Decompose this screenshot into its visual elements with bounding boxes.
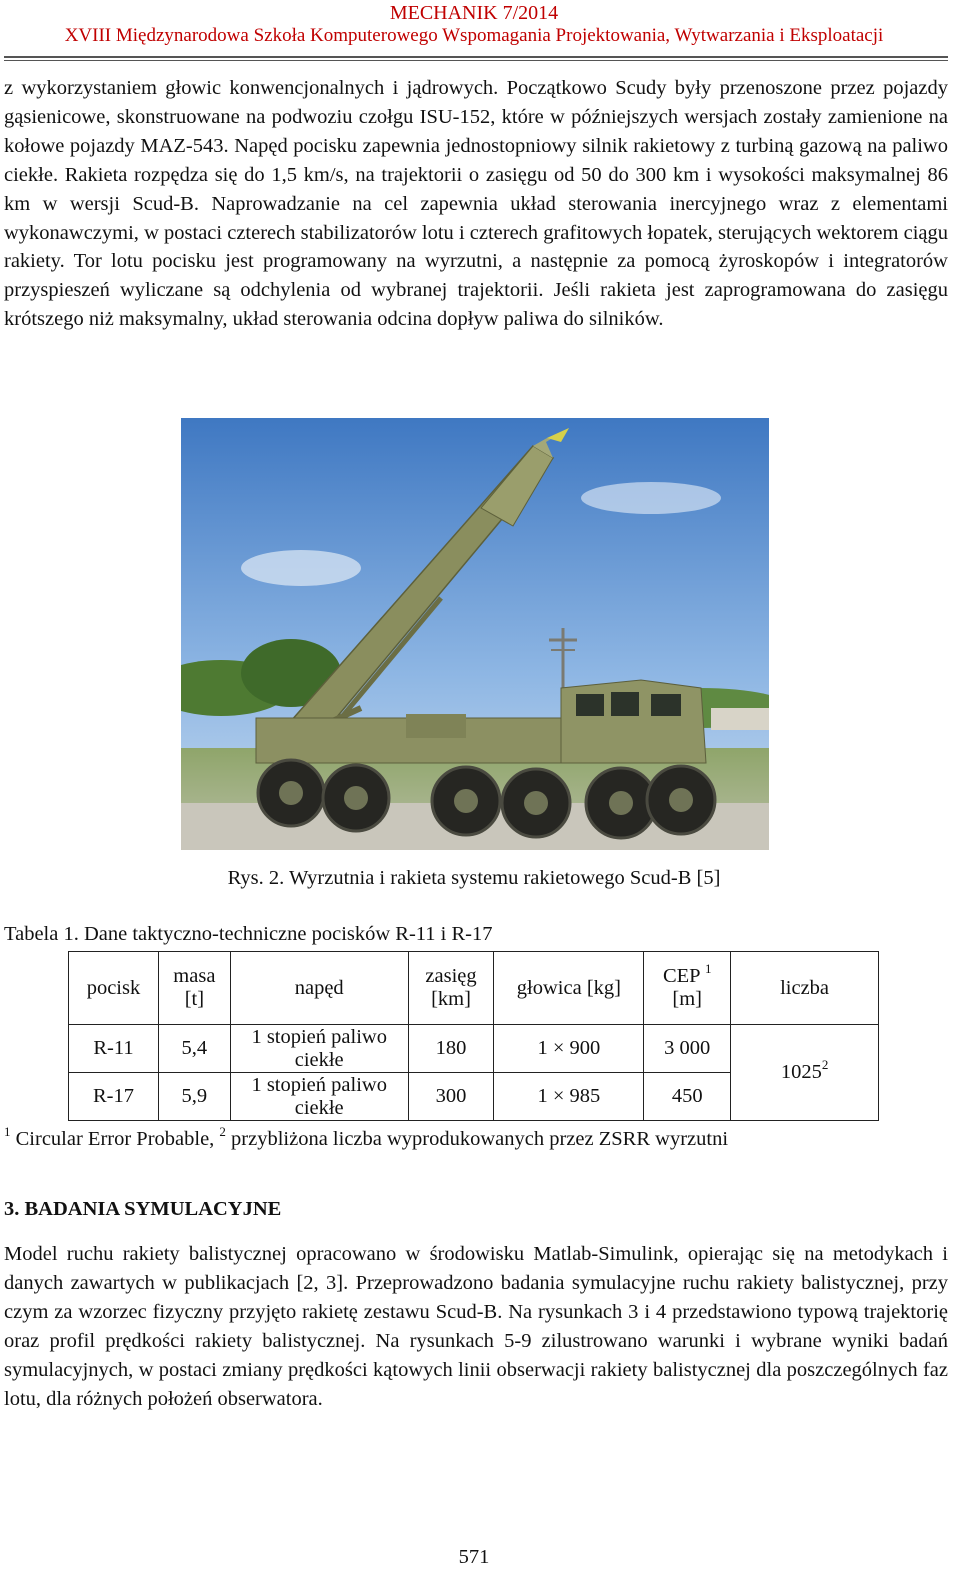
header-liczba: liczba: [731, 952, 879, 1025]
table-header-row: [69, 952, 879, 1025]
header-pocisk: pocisk: [69, 952, 159, 1025]
body-paragraph-1: z wykorzystaniem głowic konwencjonalnych i jądrowych. Początkowo Scudy były przenoszone przez pojazdy gąsienicowe, skonstruowane na podwoziu czołgu ISU-152, które w późniejszych wersjach zostały zamienione na kołowe pojazdy MAZ-543. Napęd pocisku zapewnia jednostopniowy silnik rakietowy z turbiną gazową na paliwo ciekłe. Rakieta rozpędza się do 1,5 km/s, na trajektorii o zasięgu od 50 do 300 km i wysokości maksymalnej 86 km w wersji Scud-B. Naprowadzanie na cel zapewnia układ sterowania inercyjnego wraz z elementami wykonawczymi, w postaci czterech stabilizatorów lotu i czterech grafitowych łopatek, sterujących wektorem ciągu rakiety. Tor lotu pocisku jest programowany na wyrzutni, a następnie za pomocą żyroskopów i integratorów przyspieszeń wyliczane są odchylenia od wybranej trajektorii. Jeśli rakieta jest zaprogramowana do zasięgu krótszego niż maksymalny, układ sterowania odcina dopływ paliwa do silników.: [4, 77, 948, 331]
footnote-text-1: Circular Error Probable,: [10, 1128, 220, 1150]
footnote-text-2: przybliżona liczba wyprodukowanych przez ZSRR wyrzutni: [225, 1128, 729, 1150]
table-row: [69, 1025, 879, 1073]
header-divider: [4, 56, 948, 61]
body-paragraph-2: Model ruchu rakiety balistycznej opracowano w środowisku Matlab-Simulink, opierając się na metodykach i danych zawartych w publikacjach [2, 3]. Przeprowadzono badania symulacyjne ruchu rakiety balistycznej, przy czym za wzorzec fizyczny przyjęto rakietę zestawu Scud-B. Na rysunkach 3 i 4 przedstawiono typową trajektorię oraz profil prędkości rakiety balistycznej. Na rysunkach 5-9 zilustrowano warunki i wybrane wyniki badań symulacyjnych, w postaci zmiany prędkości kątowych linii obserwacji rakiety balistycznej dla poszczególnych faz lotu, dla różnych położeń obserwatora.: [4, 1243, 948, 1410]
figure-caption: Rys. 2. Wyrzutnia i rakieta systemu rakietowego Scud-B [5]: [227, 867, 721, 889]
cell-cep: 450: [644, 1073, 731, 1121]
section-heading: 3. BADANIA SYMULACYJNE: [4, 1198, 282, 1220]
footnote-mark-2: 2: [219, 1124, 226, 1139]
header-cep-unit: [m]: [672, 988, 703, 1010]
cell-masa: 5,9: [158, 1073, 230, 1121]
cell-glowica: 1 × 900: [494, 1025, 644, 1073]
conference-title: XVIII Międzynarodowa Szkoła Komputerowego Wspomagania Projektowania, Wytwarzania i Eksploatacji: [64, 25, 884, 46]
header-cep-label: CEP: [662, 965, 700, 987]
cell-zasieg: 300: [408, 1073, 494, 1121]
cell-masa: 5,4: [158, 1025, 230, 1073]
cell-naped: 1 stopień paliwo ciekłe: [230, 1025, 408, 1073]
cell-pocisk: R-17: [69, 1073, 159, 1121]
scud-launcher-photo: [181, 418, 769, 850]
cell-liczba: [731, 1025, 879, 1121]
header-zasieg-unit: [km]: [431, 988, 471, 1010]
missile-data-table: [68, 951, 879, 1121]
header-naped: napęd: [230, 952, 408, 1025]
liczba-value: 1025: [780, 1061, 822, 1083]
table-footnote: [4, 1124, 729, 1151]
header-masa-unit: [t]: [184, 988, 205, 1010]
journal-title: MECHANIK 7/2014: [389, 2, 559, 24]
header-masa-label: masa: [173, 965, 216, 987]
table-caption: Tabela 1. Dane taktyczno-techniczne pocisków R-11 i R-17: [4, 923, 493, 945]
footnote-mark-1: 1: [4, 1124, 11, 1139]
header-cep: [644, 952, 731, 1025]
header-cep-footnote-mark: 1: [704, 961, 712, 976]
header-zasieg: [408, 952, 494, 1025]
liczba-footnote-mark: 2: [821, 1057, 829, 1072]
header-zasieg-label: zasięg: [425, 965, 477, 987]
cell-zasieg: 180: [408, 1025, 494, 1073]
cell-cep: 3 000: [644, 1025, 731, 1073]
page-number: 571: [458, 1546, 490, 1568]
header-masa: [158, 952, 230, 1025]
cell-glowica: 1 × 985: [494, 1073, 644, 1121]
page-header: [0, 2, 948, 47]
header-glowica: głowica [kg]: [494, 952, 644, 1025]
cell-naped: 1 stopień paliwo ciekłe: [230, 1073, 408, 1121]
cell-pocisk: R-11: [69, 1025, 159, 1073]
